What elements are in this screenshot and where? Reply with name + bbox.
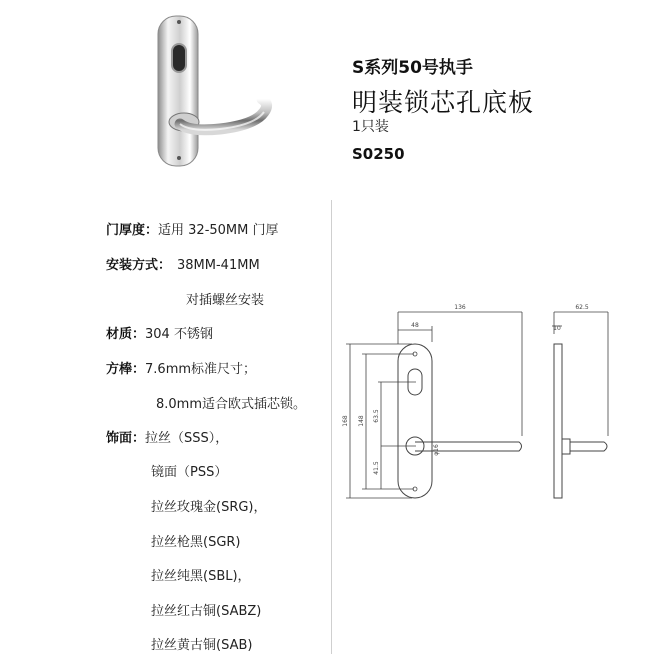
spec-finish [106, 427, 228, 446]
finish-option: 拉丝枪黑(SGR) [151, 535, 241, 550]
dim-height-total: 168 [342, 415, 349, 427]
technical-drawing [336, 296, 626, 508]
spec-label: 饰面： [106, 431, 146, 446]
spec-spindle [106, 358, 256, 377]
spec-spindle-note: 8.0mm适合欧式插芯锁。 [156, 397, 307, 412]
spec-label: 安装方式： [106, 258, 172, 273]
finish-option: 拉丝玫瑰金(SRG)， [151, 500, 267, 515]
spec-value: 适用 32-50MM 门厚 [158, 223, 279, 238]
spec-label: 方棒： [106, 362, 146, 377]
spec-label: 材质： [106, 327, 146, 342]
dim-hole-span: 148 [358, 415, 365, 427]
finish-option: 拉丝（SSS）， [145, 431, 229, 446]
dim-side-depth: 62.5 [575, 304, 589, 311]
dim-upper: 63.5 [373, 409, 380, 423]
spec-value: 38MM-41MM [177, 258, 260, 273]
finish-option: 拉丝纯黑(SBL)， [151, 569, 251, 584]
product-title: 明装锁芯孔底板 [352, 88, 535, 117]
dim-rose: φ16 [433, 444, 440, 456]
spec-install-method [106, 254, 260, 273]
divider [331, 200, 332, 654]
spec-value: 304 不锈钢 [145, 327, 213, 342]
spec-door-thickness [106, 219, 279, 238]
series-title: S系列50号执手 [352, 58, 473, 78]
quantity-label: 1只装 [352, 119, 389, 135]
spec-value: 7.6mm标准尺寸； [145, 362, 257, 377]
product-photo [150, 12, 300, 172]
product-code: S0250 [352, 145, 405, 163]
spec-material [106, 323, 213, 342]
spec-install-note: 对插螺丝安装 [186, 293, 265, 308]
dim-plate-thickness: 10 [553, 325, 561, 332]
dim-lower: 41.5 [373, 461, 380, 475]
finish-option: 镜面（PSS） [151, 465, 228, 480]
spec-label: 门厚度： [106, 223, 159, 238]
finish-option: 拉丝黄古铜(SAB) [151, 638, 253, 653]
dim-width-total: 136 [454, 304, 466, 311]
dim-plate-width: 48 [411, 322, 419, 329]
finish-option: 拉丝红古铜(SABZ) [151, 604, 262, 619]
